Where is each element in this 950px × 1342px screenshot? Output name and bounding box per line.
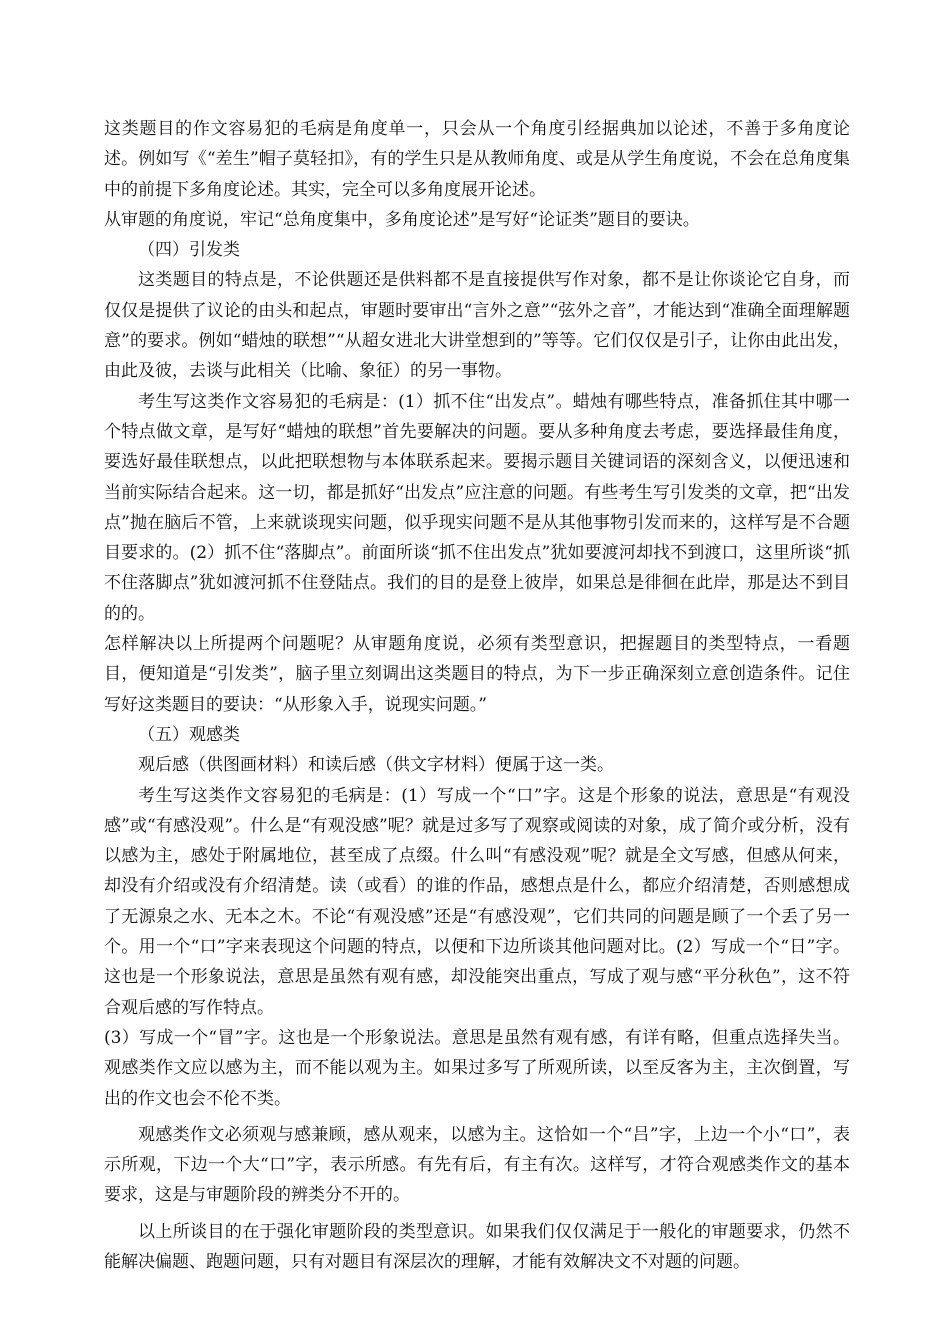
paragraph-guangan-problems: 考生写这类作文容易犯的毛病是：(1）写成一个“口”字。这是个形象的说法，意思是“有观没感”或“有感没观”。什么是“有观没感”呢？就是过多写了观察或阅读的对象，成了简介或分析，没有以感为主，感处于附属地位，甚至成了点缀。什么叫“有感没观”呢？就是全文写感，但感从何来，却没有介绍或没有介绍清楚。读（或看）的谁的作品，感想点是什么，都应介绍清楚，否则感想成了无源泉之水、无本之木。不论“有观没感”还是“有感没观”，它们共同的问题是顾了一个丢了另一个。用一个“口”字来表现这个问题的特点，以便和下边所谈其他问题对比。(2）写成一个“日”字。这也是一个形象说法，意思是虽然有观有感，却没能突出重点，写成了观与感“平分秋色”，这不符合观后感的写作特点。 [104,785,850,1018]
paragraph-conclusion: 以上所谈目的在于强化审题阶段的类型意识。如果我们仅仅满足于一般化的审题要求，仍然不能解决偏题、跑题问题，只有对题目有深层次的理解，才能有效解决文不对题的问题。 [104,1221,850,1272]
paragraph-guangan-mao: (3）写成一个“冒”字。这也是一个形象说法。意思是虽然有观有感，有详有略，但重点选择失当。观感类作文应以感为主，而不能以观为主。如果过多写了所观所读，以至反客为主，主次倒置，写出的作文也会不伦不类。 [104,1027,850,1109]
section-heading-yinfa: （四）引发类 [138,240,240,261]
paragraph-guangan-definition: 观后感（供图画材料）和读后感（供文字材料）便属于这一类。 [138,755,614,776]
paragraph-yinfa-problems: 考生写这类作文容易犯的毛病是：(1）抓不住“出发点”。蜡烛有哪些特点，准备抓住其中哪一个特点做文章，是写好“蜡烛的联想”首先要解决的问题。要从多种角度去考虑，要选择最佳角度，要选好最佳联想点，以此把联想物与本体联系起来。要揭示题目关键词语的深刻含义，以便迅速和当前实际结合起来。这一切，都是抓好“出发点”应注意的问题。有些考生写引发类的文章，把“出发点”抛在脑后不管，上来就谈现实问题，似乎现实问题不是从其他事物引发而来的，这样写是不合题目要求的。(2）抓不住“落脚点”。前面所谈“抓不住出发点”犹如要渡河却找不到渡口，这里所谈“抓不住落脚点”犹如渡河抓不住登陆点。我们的目的是登上彼岸，如果总是徘徊在此岸，那是达不到目的的。 [104,391,850,624]
document-page [104,114,850,1277]
paragraph-yinfa-solution: 怎样解决以上所提两个问题呢？从审题角度说，必须有类型意识，把握题目的类型特点，一看题目，便知道是“引发类”，脑子里立刻调出这类题目的特点，为下一步正确深刻立意创造条件。记住写好这类题目的要诀：“从形象入手，说现实问题。” [104,634,850,715]
section-heading-guangan: （五）观感类 [138,724,240,745]
paragraph-argument-key: 从审题的角度说，牢记“总角度集中，多角度论述”是写好“论证类”题目的要诀。 [104,209,700,230]
paragraph-angle-problem: 这类题目的作文容易犯的毛病是角度单一，只会从一个角度引经据典加以论述，不善于多角度论述。例如写《“差生”帽子莫轻扣》，有的学生只是从教师角度、或是从学生角度说，不会在总角度集中的前提下多角度论述。其实，完全可以多角度展开论述。 [104,119,850,200]
paragraph-yinfa-features: 这类题目的特点是，不论供题还是供料都不是直接提供写作对象，都不是让你谈论它自身，而仅仅是提供了议论的由头和起点，审题时要审出“言外之意”“弦外之音”，才能达到“准确全面理解题意”的要求。例如“蜡烛的联想”“从超女进北大讲堂想到的”等等。它们仅仅是引子，让你由此出发，由此及彼，去谈与此相关（比喻、象征）的另一事物。 [104,270,850,382]
paragraph-guangan-lv: 观感类作文必须观与感兼顾，感从观来，以感为主。这恰如一个“吕”字，上边一个小“口”，表示所观，下边一个大“口”字，表示所感。有先有后，有主有次。这样写，才符合观感类作文的基本要求，这是与审题阶段的辨类分不开的。 [104,1124,850,1206]
